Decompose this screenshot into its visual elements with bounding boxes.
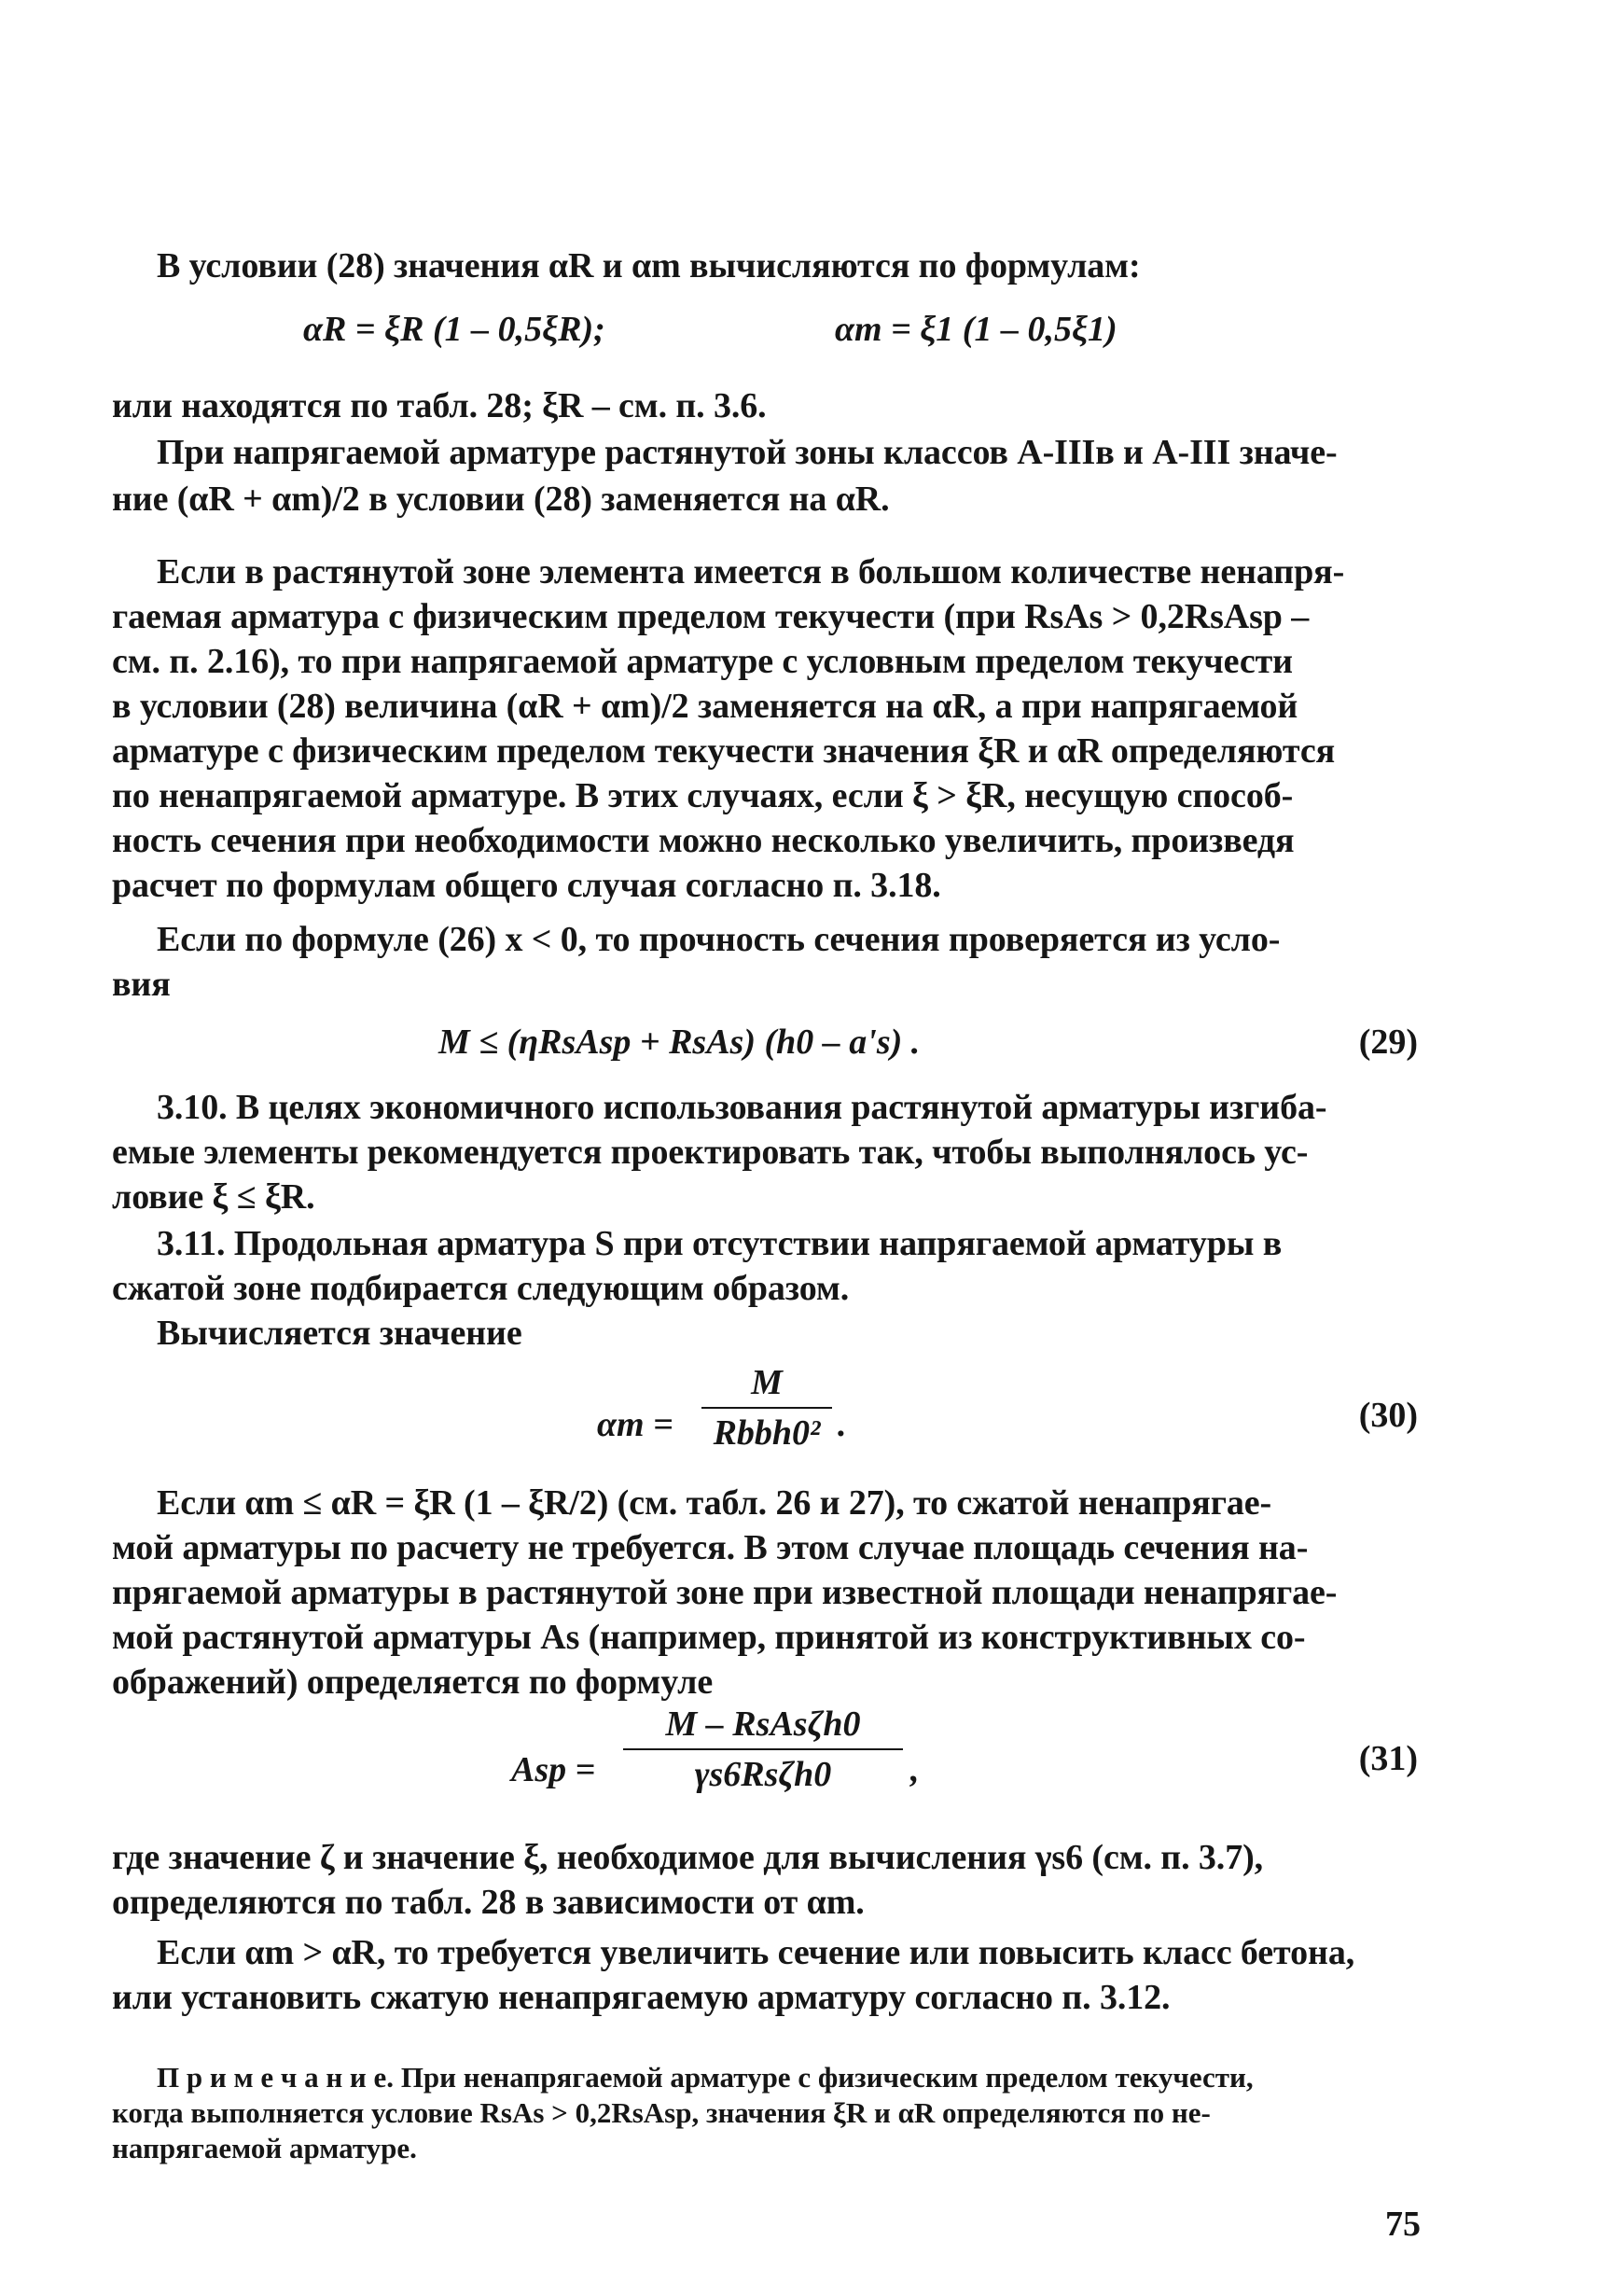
text-line: или установить сжатую ненапрягаемую арматуру согласно п. 3.12. [112, 1978, 1171, 2017]
text-line: В условии (28) значения αR и αm вычисляются по формулам: [157, 246, 1141, 285]
text-line: вия [112, 965, 171, 1004]
text-line: Если в растянутой зоне элемента имеется в большом количестве ненапря- [157, 552, 1345, 591]
text-line: расчет по формулам общего случая согласно п. 3.18. [112, 866, 941, 905]
formula-30-numerator: M [751, 1363, 783, 1402]
note-line [157, 2060, 1418, 2095]
formula-31-denominator: γs6Rsζh0 [694, 1755, 832, 1794]
text-line: в условии (28) величина (αR + αm)/2 заменяется на αR, а при напрягаемой [112, 687, 1298, 726]
equation-number: (30) [1358, 1396, 1418, 1435]
formula-30-denominator: Rbbh0² [713, 1413, 821, 1453]
note-line: напрягаемой арматуре. [112, 2132, 417, 2164]
text-line: см. п. 2.16), то при напрягаемой арматуре с условным пределом текучести [112, 642, 1293, 681]
text-line: Если по формуле (26) x < 0, то прочность сечения проверяется из усло- [157, 920, 1281, 959]
formula-alpha-r: αR = ξR (1 – 0,5ξR); [303, 310, 605, 349]
formula-29: M ≤ (ηRsAsp + RsAs) (h0 – a's) . [438, 1023, 921, 1062]
text-line: сжатой зоне подбирается следующим образом. [112, 1269, 850, 1308]
text-line: мой арматуры по расчету не требуется. В этом случае площадь сечения на- [112, 1528, 1309, 1567]
text-line: ность сечения при необходимости можно несколько увеличить, произведя [112, 821, 1295, 860]
formula-30-end: . [838, 1405, 847, 1444]
text-line: прягаемой арматуры в растянутой зоне при известной площади ненапрягае- [112, 1573, 1338, 1612]
text-line: ловие ξ ≤ ξR. [112, 1177, 315, 1217]
text-line: или находятся по табл. 28; ξR – см. п. 3.6. [112, 386, 767, 425]
formula-31-lhs: Asp = [511, 1750, 596, 1789]
text-line: 3.11. Продольная арматура S при отсутствии напрягаемой арматуры в [157, 1224, 1283, 1263]
text-line: по ненапрягаемой арматуре. В этих случаях, если ξ > ξR, несущую способ- [112, 776, 1294, 815]
note-label: П р и м е ч а н и е. [157, 2061, 395, 2094]
text-line: ние (αR + αm)/2 в условии (28) заменяется на αR. [112, 480, 890, 519]
text-line: емые элементы рекомендуется проектировать так, чтобы выполнялось ус- [112, 1133, 1309, 1172]
note-text: При ненапрягаемой арматуре с физическим пределом текучести, [400, 2061, 1254, 2094]
equation-number: (31) [1358, 1739, 1418, 1778]
fraction-bar [701, 1407, 832, 1409]
formula-31-numerator: M – RsAsζh0 [665, 1705, 861, 1744]
formula-31-end: , [910, 1750, 920, 1789]
note-line: когда выполняется условие RsAs > 0,2RsAsp, значения ξR и αR определяются по не- [112, 2096, 1211, 2129]
formula-alpha-m: αm = ξ1 (1 – 0,5ξ1) [835, 310, 1117, 349]
page-number: 75 [1385, 2205, 1421, 2244]
text-line: мой растянутой арматуры As (например, принятой из конструктивных со- [112, 1618, 1306, 1657]
formula-30-lhs: αm = [597, 1405, 673, 1444]
text-line: арматуре с физическим пределом текучести значения ξR и αR определяются [112, 731, 1336, 771]
text-line: Если αm > αR, то требуется увеличить сечение или повысить класс бетона, [157, 1933, 1355, 1972]
fraction-bar [623, 1748, 903, 1750]
text-line: гаемая арматура с физическим пределом текучести (при RsAs > 0,2RsAsp – [112, 597, 1310, 636]
text-line: где значение ζ и значение ξ, необходимое для вычисления γs6 (см. п. 3.7), [112, 1838, 1264, 1877]
text-line: Вычисляется значение [157, 1314, 522, 1353]
equation-number: (29) [1358, 1023, 1418, 1062]
text-line: определяются по табл. 28 в зависимости от αm. [112, 1883, 865, 1922]
text-line: При напрягаемой арматуре растянутой зоны классов А-IIIв и А-III значе- [157, 433, 1338, 472]
text-line: Если αm ≤ αR = ξR (1 – ξR/2) (см. табл. 26 и 27), то сжатой ненапрягае- [157, 1483, 1272, 1523]
text-line: ображений) определяется по формуле [112, 1663, 714, 1702]
text-line: 3.10. В целях экономичного использования растянутой арматуры изгиба- [157, 1088, 1327, 1127]
